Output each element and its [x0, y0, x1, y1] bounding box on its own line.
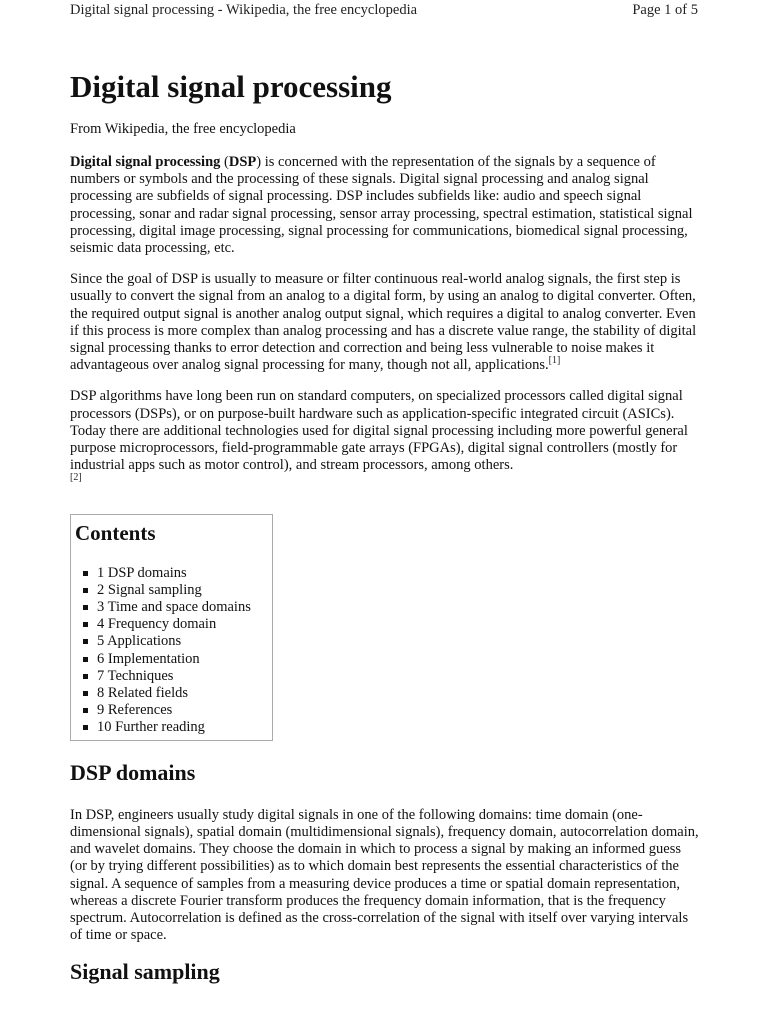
bullet-icon	[83, 571, 88, 576]
bullet-icon	[83, 605, 88, 610]
reference-2[interactable]: [2]	[70, 472, 82, 484]
print-page-number: Page 1 of 5	[632, 1, 698, 18]
bullet-icon	[83, 691, 88, 696]
intro-term: Digital signal processing	[70, 154, 221, 170]
intro-paragraph	[70, 154, 700, 257]
section-heading-dsp-domains: DSP domains	[70, 759, 196, 785]
bullet-icon	[83, 708, 88, 713]
toc-item[interactable]: 8 Related fields	[97, 685, 268, 702]
toc-item[interactable]: 7 Techniques	[97, 668, 268, 685]
toc-item[interactable]: 3 Time and space domains	[97, 599, 268, 616]
toc-item[interactable]: 2 Signal sampling	[97, 582, 268, 599]
paragraph-2-text: Since the goal of DSP is usually to measure or filter continuous real-world analog signals, the first step is usually to convert the signal from an analog to a digital form, by using an analog to digital converter. Often, the required output signal is another analog output signal, which requires a digital to analog converter. Even if this process is more complex than analog processing and has a discrete value range, the stability of digital signal processing thanks to error detection and correction and being less vulnerable to noise makes it advantageous over analog signal processing for many, though not all, applications.	[70, 271, 697, 374]
paragraph-3	[70, 388, 700, 491]
toc-item[interactable]: 1 DSP domains	[97, 565, 268, 582]
section-heading-signal-sampling: Signal sampling	[70, 959, 220, 985]
bullet-icon	[83, 657, 88, 662]
intro-abbr: DSP	[228, 154, 257, 170]
bullet-icon	[83, 725, 88, 730]
toc-item[interactable]: 9 References	[97, 702, 268, 719]
article-title: Digital signal processing	[70, 69, 392, 104]
paragraph-3-text: DSP algorithms have long been run on standard computers, on specialized processors called digital signal processors (DSPs), or on purpose-built hardware such as application-specific integrated circuit (ASICs). Today there are additional technologies used for digital signal processing including more powerful general purpose microprocessors, field-programmable gate arrays (FPGAs), digital signal controllers (mostly for industrial apps such as motor control), and stream processors, among others.	[70, 388, 688, 474]
paragraph-2	[70, 271, 700, 374]
toc-item[interactable]: 10 Further reading	[97, 719, 268, 736]
toc-item[interactable]: 6 Implementation	[97, 651, 268, 668]
bullet-icon	[83, 639, 88, 644]
table-of-contents	[70, 514, 273, 741]
toc-title: Contents	[75, 520, 156, 545]
toc-item[interactable]: 5 Applications	[97, 633, 268, 650]
toc-list	[75, 565, 268, 737]
bullet-icon	[83, 588, 88, 593]
print-header-title: Digital signal processing - Wikipedia, the free encyclopedia	[70, 1, 418, 18]
intro-rest: ) is concerned with the representation of the signals by a sequence of numbers or symbols and the processing of these signals. Digital signal processing and analog signal processing are subfields of signal processing. DSP includes subfields like: audio and speech signal processing, sonar and radar signal processing, sensor array processing, spectral estimation, statistical signal processing, digital image processing, signal processing for communications, biomedical signal processing, seismic data processing, etc.	[70, 154, 693, 257]
reference-1[interactable]: [1]	[548, 355, 561, 367]
article-subtitle: From Wikipedia, the free encyclopedia	[70, 121, 296, 137]
article-content	[70, 68, 700, 1006]
bullet-icon	[83, 622, 88, 627]
bullet-icon	[83, 674, 88, 679]
toc-item[interactable]: 4 Frequency domain	[97, 616, 268, 633]
intro-paren: (	[220, 154, 229, 170]
dsp-domains-paragraph: In DSP, engineers usually study digital signals in one of the following domains: time domain (one-dimensional signals), spatial domain (multidimensional signals), frequency domain, autocorrelation domain, and wavelet domains. They choose the domain in which to process a signal by making an informed guess (or by trying different possibilities) as to which domain best represents the essential characteristics of the signal. A sequence of samples from a measuring device produces a time or spatial domain representation, whereas a discrete Fourier transform produces the frequency domain information, that is the frequency spectrum. Autocorrelation is defined as the cross-correlation of the signal with itself over varying intervals of time or space.	[70, 806, 699, 944]
print-header	[70, 0, 698, 20]
